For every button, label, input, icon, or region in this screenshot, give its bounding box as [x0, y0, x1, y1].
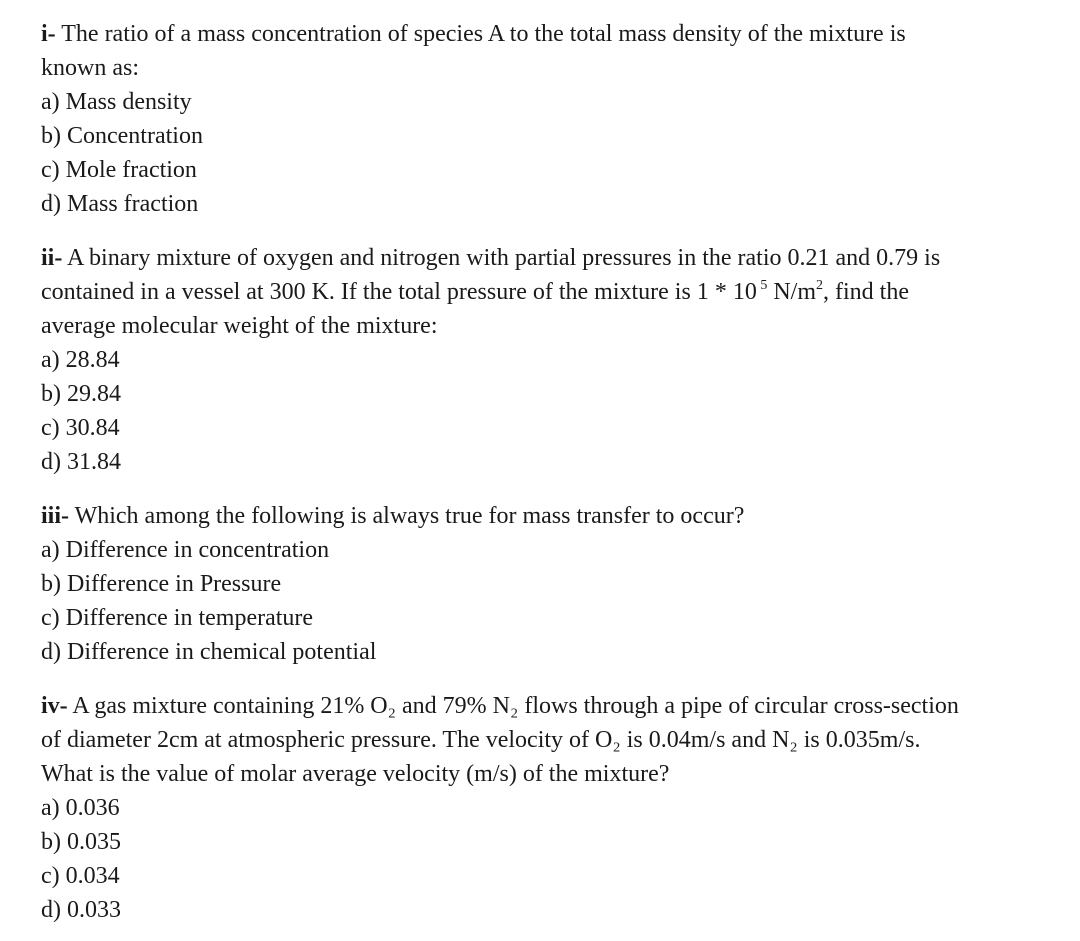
question-4-line-3: What is the value of molar average velocity (m/s) of the mixture? [41, 761, 670, 787]
question-4-line-1 [41, 689, 1041, 723]
question-2-unit: N/m [767, 279, 816, 305]
question-3-line-1 [41, 499, 1041, 533]
question-2-unit-exponent: 2 [816, 278, 823, 293]
question-3-option-c: c) Difference in temperature [41, 605, 314, 631]
question-1-option-c: c) Mole fraction [41, 157, 197, 183]
question-2-line-2 [41, 275, 1041, 309]
question-4-number: iv- [41, 693, 68, 719]
question-1-option-d: d) Mass fraction [41, 191, 199, 217]
question-4-text-1: A gas mixture containing 21% O₂ and 79% N₂ flows through a pipe of circular cross-section [72, 693, 959, 719]
question-1-option-a: a) Mass density [41, 89, 192, 115]
question-1-line-1 [41, 17, 1041, 51]
question-2-exponent: 5 [760, 278, 768, 293]
question-1 [41, 17, 1041, 221]
question-1-option-b: b) Concentration [41, 123, 203, 149]
question-2-option-a: a) 28.84 [41, 347, 120, 373]
question-3-number: iii- [41, 503, 69, 529]
question-4-option-b: b) 0.035 [41, 829, 121, 855]
question-1-line-2: known as: [41, 55, 139, 81]
question-2-text-2: contained in a vessel at 300 K. If the total pressure of the mixture is 1 * 10 [41, 279, 757, 305]
question-3-option-b: b) Difference in Pressure [41, 571, 282, 597]
question-4-option-c: c) 0.034 [41, 863, 120, 889]
question-3-option-d: d) Difference in chemical potential [41, 639, 377, 665]
question-2 [41, 241, 1041, 479]
question-2-text-2-end: , find the [823, 279, 909, 305]
question-4-line-2: of diameter 2cm at atmospheric pressure. The velocity of O₂ is 0.04m/s and N₂ is 0.035m/s. [41, 727, 921, 753]
question-3 [41, 499, 1041, 669]
question-4-option-d: d) 0.033 [41, 897, 121, 923]
question-1-number: i- [41, 21, 56, 47]
question-2-text-1: A binary mixture of oxygen and nitrogen with partial pressures in the ratio 0.21 and 0.79 is [67, 245, 941, 271]
question-2-line-3: average molecular weight of the mixture: [41, 313, 438, 339]
question-1-text-1: The ratio of a mass concentration of species A to the total mass density of the mixture is [61, 21, 906, 47]
question-3-text-1: Which among the following is always true for mass transfer to occur? [74, 503, 745, 529]
question-2-option-c: c) 30.84 [41, 415, 120, 441]
question-2-option-b: b) 29.84 [41, 381, 121, 407]
question-3-option-a: a) Difference in concentration [41, 537, 330, 563]
question-4 [41, 689, 1041, 927]
question-2-number: ii- [41, 245, 63, 271]
question-4-option-a: a) 0.036 [41, 795, 120, 821]
question-2-line-1 [41, 241, 1041, 275]
question-2-option-d: d) 31.84 [41, 449, 121, 475]
